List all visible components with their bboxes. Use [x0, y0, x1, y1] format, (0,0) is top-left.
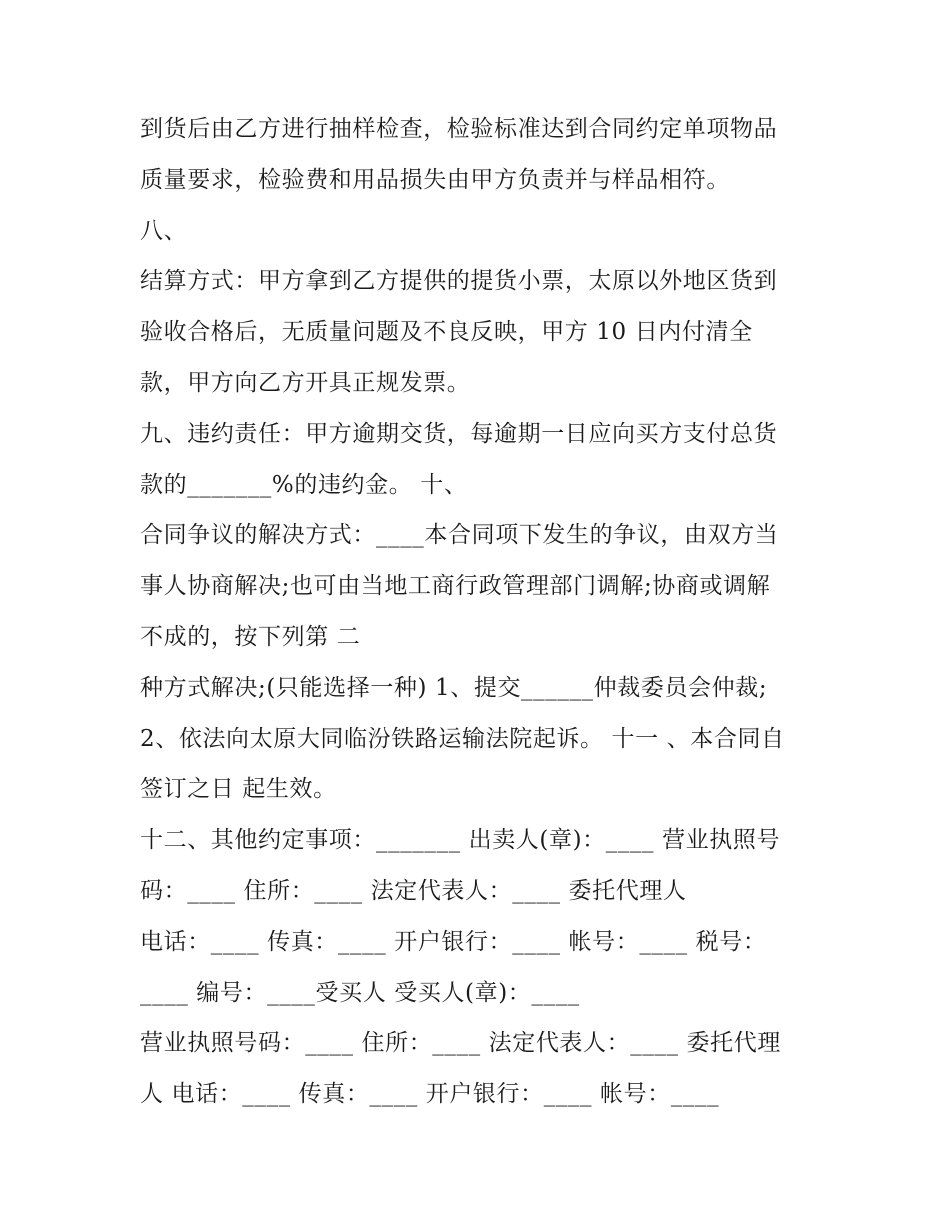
- text-line: ____ 编号：____受买人 受买人(章)：____: [140, 979, 580, 1006]
- text-line: 营业执照号码：____ 住所：____ 法定代表人：____ 委托代理: [140, 1030, 781, 1057]
- text-line: 2、依法向太原大同临汾铁路运输法院起诉。 十一 、本合同自: [140, 725, 785, 752]
- text-line: 电话：____ 传真：____ 开户银行：____ 帐号：____ 税号：: [140, 928, 767, 955]
- text-line: 不成的，按下列第 二: [140, 623, 361, 650]
- text-line: 事人协商解决;也可由当地工商行政管理部门调解;协商或调解: [140, 573, 771, 600]
- text-line: 签订之日 起生效。: [140, 776, 337, 803]
- text-line: 验收合格后，无质量问题及不良反映，甲方 10 日内付清全: [140, 319, 753, 346]
- section-heading-8: 八、: [140, 217, 188, 244]
- text-line: 质量要求，检验费和用品损失由甲方负责并与样品相符。: [140, 166, 730, 193]
- text-line: 人 电话：____ 传真：____ 开户银行：____ 帐号：____: [140, 1081, 720, 1108]
- text-line: 合同争议的解决方式：____本合同项下发生的争议，由双方当: [140, 522, 779, 549]
- text-line: 十二、其他约定事项：_______ 出卖人(章)：____ 营业执照号: [140, 827, 781, 854]
- contract-text: [140, 104, 820, 1120]
- text-line: 到货后由乙方进行抽样检查，检验标准达到合同约定单项物品: [140, 116, 778, 142]
- text-line: 结算方式：甲方拿到乙方提供的提货小票，太原以外地区货到: [140, 268, 778, 295]
- text-line: 款，甲方向乙方开具正规发票。: [140, 369, 471, 396]
- text-line: 款的_______%的违约金。 十、: [140, 471, 468, 498]
- text-line: 码：____ 住所：____ 法定代表人：____ 委托代理人: [140, 877, 687, 904]
- text-line: 九、违约责任：甲方逾期交货，每逾期一日应向买方支付总货: [140, 420, 778, 447]
- text-line: 种方式解决;(只能选择一种) 1、提交______仲裁委员会仲裁;: [140, 674, 768, 701]
